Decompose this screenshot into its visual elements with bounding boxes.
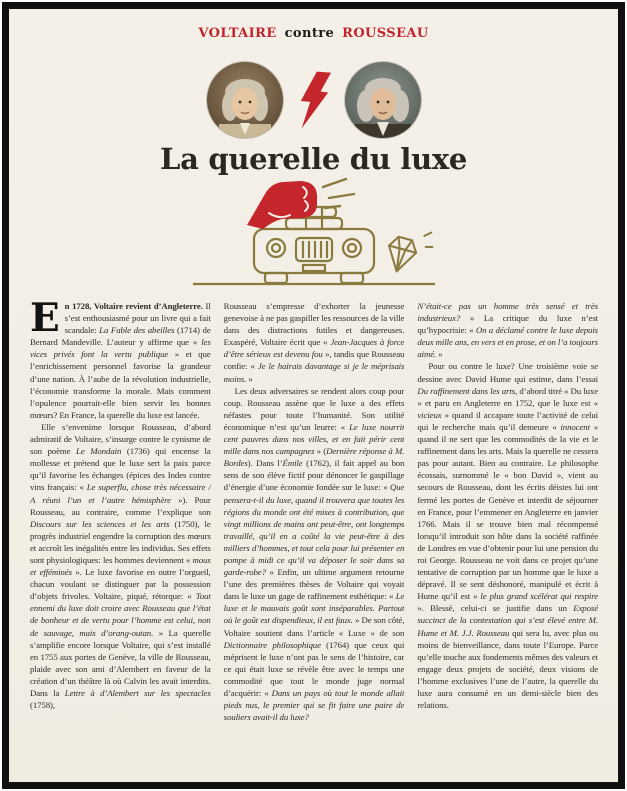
article-body xyxy=(9,289,618,789)
paragraph-text: Les deux adversaires se rendent alors coup pour coup. Rousseau assène que le luxe a des effets néfastes pour toute l’humanité. Son utilité économique n’est qu’un leurre: « Le luxe nourrit cent pauvres dans nos villes, et en fait périr cent mille dans nos campagnes » (Dernière réponse à M. Bordes). Dans l’Émile (1762), il fait appel au bon sens de son élève fictif pour dénoncer le gaspillage d’énergie d’une économie fondée sur le luxe: « Que pensera-t-il du luxe, quand il trouvera que toutes les régions du monde ont été mises à contribution, que vingt millions de mains ont peut-être, ont longtemps travaillé, qu’il en a coûté la vie peut-être à des milliers d’hommes, et tout cela pour lui présenter en pompe à midi ce qu’il va déposer le soir dans sa garde-robe? » Enfin, un ultime argument retourne l’une des premières thèses de Voltaire qui voyait dans le luxe un gage de raffinement esthétique: « Le luxe et le mauvais goût sont inséparables. Partout où le goût est dispendieux, il est faux. » De son côté, Voltaire soutient dans l’article « Luxe » de son Dictionnaire philosophique (1764) que ceux qui méprisent le luxe n’ont pas le sens de l’histoire, car ce qui était luxe se révèle être avec le temps une commodité que tout le monde juge normal d’acquérir: « Dans un pays où tout le monde allait pieds nus, le premier qui se fit faire une paire de souliers avait-il du luxe? xyxy=(223,385,405,723)
masthead xyxy=(9,26,618,41)
speed-lines-icon xyxy=(323,179,354,208)
magazine-page xyxy=(2,2,625,789)
lightning-bolt-icon xyxy=(297,71,331,129)
drop-cap: E xyxy=(30,300,60,341)
rousseau-portrait-image xyxy=(345,62,421,138)
paragraph xyxy=(30,300,211,421)
paragraph xyxy=(224,385,405,724)
rousseau-portrait xyxy=(345,62,421,138)
paragraph xyxy=(224,300,405,385)
article-column-2 xyxy=(224,300,405,789)
paragraph-text: Pour ou contre le luxe? Une troisième voie se dessine avec David Hume qui estime, dans l’essai Du raffinement dans les arts, d’abord titré « Du luxe » et paru en Angleterre en 1752, que le luxe est « vicieux » quand il accapare toute l’activité de celui qui le recherche mais qu’il demeure « innocent » quand il ne sert que les commodités de la vie et le raffinement dans les arts. Mais la querelle ne cessera pas pour autant. Bien au contraire. Le philosophe écossais, surnommé le « bon David », vient au secours de Rousseau, dont les écrits déistes lui ont fermé les portes de Genève et interdit de séjourner en France, pour l’emmener en Angleterre en janvier 1766. Mais il se trouve bien mal récompensé lorsqu’il introduit son hôte dans la société raffinée de Londres en vue d’obtenir pour lui une pension du roi George. Rousseau ne voit dans ce projet qu’une tentative de corruption par un homme que le luxe a dépravé. Il se sent déshonoré, manipulé et écrit à Hume qu’il est « le plus grand scélérat qui respire ». Blessé, celui-ci se justifie dans un Exposé succinct de la contestation qui s’est élevé entre M. Hume et M. J.J. Rousseau qui sera lu, avec plus ou moins de bienveillance, dans toute l’Europe. Parce qu’elle touche aux fondements mêmes des valeurs et engage deux projets de société, deux visions de l’homme exclusives l’une de l’autre, la querelle du luxe aura consumé en un demi-siècle bien des relations. xyxy=(417,361,599,711)
paragraph-text: N’était-ce pas un homme très sensé et très industrieux? » La critique du luxe n’est qu’hypocrisie: « On a déclamé contre le luxe depuis deux mille ans, en vers et en prose, et on l’a toujours aimé. » xyxy=(417,301,599,360)
article-column-3 xyxy=(417,300,598,789)
paragraph xyxy=(417,360,598,711)
paragraph-text: Rousseau s’empresse d’exhorter la jeunesse genevoise à ne pas gaspiller les ressources de la ville dans des distractions futiles et dangereuses. Exaspéré, Voltaire écrit que « Jean-Jacques à force d’être sérieux est devenu fou », tandis que Rousseau confie: « Je le haïrais davantage si je le méprisais moins. » xyxy=(223,301,405,384)
voltaire-portrait-image xyxy=(207,62,283,138)
luxury-illustration xyxy=(9,177,618,289)
paragraph-text: Elle s’envenime lorsque Rousseau, d’abord admiratif de Voltaire, s’insurge contre le cynisme de son poème Le Mondain (1736) qui encense la mollesse et prétend que le luxe sert la paix parce qu’il favorise les échanges (épices des Indes contre vins français: « Le superflu, chose très nécessaire / A réuni l’un et l’autre hémisphère »). Pour Rousseau, au contraire, comme l’explique son Discours sur les sciences et les arts (1750), le progrès industriel engendre la corruption des mœurs et accroît les inégalités entre les individus. Ses effets sont physiologiques: les hommes deviennent « mous et efféminés ». Le luxe favorise en outre l’orgueil, chacun voulant se distinguer par la possession d’objets frivoles. Voltaire, piqué, rétorque: « Tout ennemi du luxe doit croire avec Rousseau que l’état de bonheur et de vertu pour l’homme est celui, non de sauvage, mais d’orang-outan. » La querelle s’amplifie encore lorsque Voltaire, qui s’est installé en 1755 aux portes de Genève, la ville de Rousseau, plaide avec son ami d’Alembert en faveur de la création d’un théâtre là où Calvin les avait interdits. Dans la Lettre à d’Alembert sur les spectacles (1758), xyxy=(30,421,211,711)
article-column-1 xyxy=(30,300,211,789)
rousseau-name: ROUSSEAU xyxy=(342,26,429,41)
portrait-row xyxy=(9,62,618,138)
paragraph xyxy=(417,300,598,360)
voltaire-name: VOLTAIRE xyxy=(198,26,277,41)
paragraph xyxy=(30,421,211,711)
voltaire-portrait xyxy=(207,62,283,138)
paragraph-text: n 1728, Voltaire revient d’Angleterre. Il s’est enthousiasmé pour un livre qui a fait scandale: La Fable des abeilles (1714) de Bernard Mandeville. L’auteur y affirme que « les vices privés font la vertu publique » et que l’enrichissement personnel favorise la grandeur d’une nation. À l’aube de la révolution industrielle, l’économie transforme la morale. Mais comment l’opulence pourrait-elle bien servir les bonnes mœurs? En France, la querelle du luxe est lancée. xyxy=(30,301,211,420)
page-title: La querelle du luxe xyxy=(160,142,467,176)
diamond-icon xyxy=(383,222,437,279)
versus-label: contre xyxy=(284,26,335,41)
